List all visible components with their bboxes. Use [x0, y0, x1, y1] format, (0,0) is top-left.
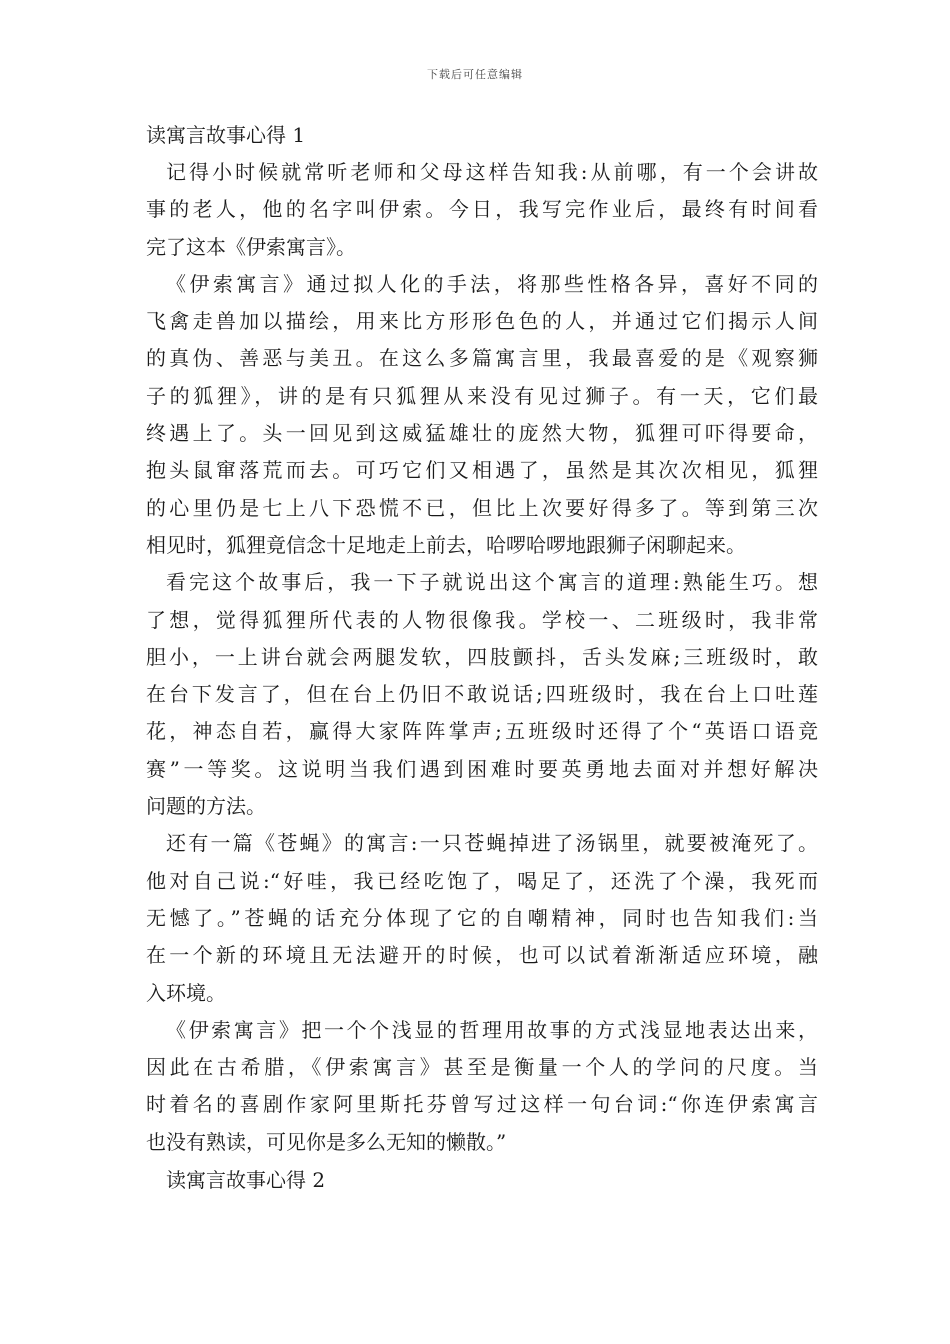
paragraph-line: 飞禽走兽加以描绘，用来比方形形色色的人，并通过它们揭示人间: [146, 309, 818, 334]
section-heading-1: 读寓言故事心得 1: [146, 123, 306, 147]
paragraph-line: 入环境。: [146, 980, 226, 1005]
paragraph-line: 子的狐狸》，讲的是有只狐狸从来没有见过狮子。有一天，它们最: [146, 383, 818, 408]
paragraphs-container: [146, 154, 818, 1161]
paragraph-line: 终遇上了。头一回见到这威猛雄壮的庞然大物，狐狸可吓得要命，: [146, 421, 818, 446]
paragraph-line: 的真伪、善恶与美丑。在这么多篇寓言里，我最喜爱的是《观察狮: [146, 346, 818, 371]
paragraph-line: 在一个新的环境且无法避开的时候，也可以试着渐渐适应环境，融: [146, 943, 818, 968]
paragraph-line: 了想，觉得狐狸所代表的人物很像我。学校一、二班级时，我非常: [146, 607, 818, 632]
paragraph-line: 他对自己说:“好哇，我已经吃饱了，喝足了，还洗了个澡，我死而: [146, 868, 818, 893]
paragraph-line: 花，神态自若，赢得大家阵阵掌声;五班级时还得了个“英语口语竞: [146, 719, 818, 744]
paragraph-line: 因此在古希腊，《伊索寓言》甚至是衡量一个人的学问的尺度。当: [146, 1055, 818, 1080]
section-heading-2: 读寓言故事心得 2: [166, 1168, 326, 1193]
paragraph-line: 事的老人，他的名字叫伊索。今日，我写完作业后，最终有时间看: [146, 197, 818, 222]
paragraph: [146, 154, 818, 266]
paragraph-line: 抱头鼠窜落荒而去。可巧它们又相遇了，虽然是其次次相见，狐狸: [146, 458, 818, 483]
paragraph: [146, 825, 818, 1011]
paragraph-line: 记得小时候就常听老师和父母这样告知我:从前哪，有一个会讲故: [166, 160, 818, 184]
paragraph: [146, 266, 818, 564]
paragraph-line: 完了这本《伊索寓言》。: [146, 234, 356, 259]
page-header: 下载后可任意编辑: [427, 68, 523, 81]
paragraph: [146, 564, 818, 825]
paragraph-line: 问题的方法。: [146, 794, 266, 819]
paragraph-line: 《伊索寓言》通过拟人化的手法，将那些性格各异，喜好不同的: [166, 271, 818, 296]
paragraph-line: 赛”一等奖。这说明当我们遇到困难时要英勇地去面对并想好解决: [146, 756, 818, 781]
paragraph-line: 相见时，狐狸竟信念十足地走上前去，哈啰哈啰地跟狮子闲聊起来。: [146, 532, 746, 557]
paragraph-line: 无憾了。”苍蝇的话充分体现了它的自嘲精神，同时也告知我们:当: [146, 905, 818, 930]
paragraph-line: 还有一篇《苍蝇》的寓言:一只苍蝇掉进了汤锅里，就要被淹死了。: [166, 831, 818, 856]
paragraph-line: 在台下发言了，但在台上仍旧不敢说话;四班级时，我在台上口吐莲: [146, 682, 818, 707]
paragraph: [146, 1012, 818, 1161]
paragraph-line: 胆小，一上讲台就会两腿发软，四肢颤抖，舌头发麻;三班级时，敢: [146, 644, 818, 669]
paragraph-line: 时着名的喜剧作家阿里斯托芬曾写过这样一句台词:“你连伊索寓言: [146, 1092, 818, 1117]
paragraph-line: 也没有熟读，可见你是多么无知的懒散。”: [146, 1129, 507, 1154]
paragraph-line: 《伊索寓言》把一个个浅显的哲理用故事的方式浅显地表达出来，: [166, 1017, 818, 1042]
document-body: [146, 116, 818, 1199]
paragraph-line: 的心里仍是七上八下恐慌不已，但比上次要好得多了。等到第三次: [146, 495, 818, 520]
paragraph-line: 看完这个故事后，我一下子就说出这个寓言的道理:熟能生巧。想: [166, 570, 818, 595]
